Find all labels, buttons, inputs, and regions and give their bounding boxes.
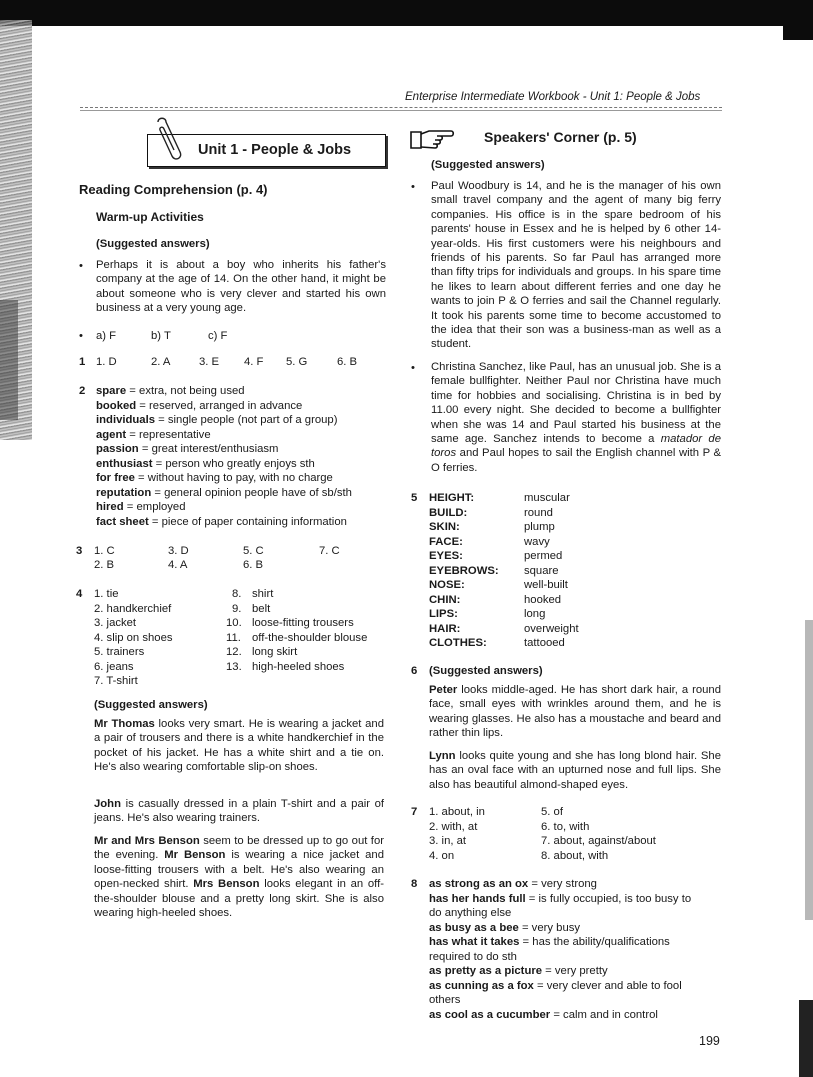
ex5-label: SKIN: bbox=[429, 521, 460, 533]
ex4-item: 4. slip on shoes bbox=[94, 631, 173, 644]
vocab-line: agent = representative bbox=[96, 428, 211, 441]
reading-comprehension-heading: Reading Comprehension (p. 4) bbox=[79, 182, 268, 197]
ex5-label: CLOTHES: bbox=[429, 637, 487, 649]
christina-paragraph: Christina Sanchez, like Paul, has an unusual job. She is a female bullfighter. Neither Paul nor Christina have much time for hobbies and socialising. Christina is in bed by 11.00 every night. She decided to become a bullfighter when she was 14 and Paul started his business at the same age. Sanchez intends to become a matador de toros and Paul hopes to sail the English channel with P & O ferries. bbox=[431, 361, 721, 474]
ex4-item: 5. trainers bbox=[94, 646, 145, 658]
exercise-number: 3 bbox=[76, 545, 83, 557]
tf-answer: a) F bbox=[96, 330, 117, 342]
ex5-value: square bbox=[524, 564, 559, 577]
vocab-line: booked = reserved, arranged in advance bbox=[96, 399, 303, 412]
ex5-value: muscular bbox=[524, 492, 570, 504]
idiom-line: do anything else bbox=[429, 907, 512, 919]
ex5-value: plump bbox=[524, 521, 555, 533]
ex1-answer: 6. B bbox=[337, 356, 358, 368]
ex1-answer: 3. E bbox=[199, 356, 220, 368]
ex5-label: LIPS: bbox=[429, 608, 458, 620]
ex7-answer: 3. in, at bbox=[429, 835, 467, 847]
exercise-number: 6 bbox=[411, 665, 418, 677]
suggested-answers-label: (Suggested answers) bbox=[431, 159, 545, 171]
speakers-corner-heading: Speakers' Corner (p. 5) bbox=[484, 129, 637, 145]
scan-top-edge bbox=[0, 0, 813, 26]
ex3-answer: 2. B bbox=[94, 559, 115, 571]
ex3-answer: 3. D bbox=[168, 545, 189, 557]
unit-title: Unit 1 - People & Jobs bbox=[198, 142, 352, 158]
ex5-value: wavy bbox=[524, 535, 550, 548]
ex7-answer: 2. with, at bbox=[429, 820, 478, 833]
ex7-answer: 5. of bbox=[541, 806, 563, 818]
ex4-num: 10. bbox=[226, 617, 242, 629]
vocab-line: fact sheet = piece of paper containing information bbox=[96, 515, 347, 528]
ex5-value: hooked bbox=[524, 593, 562, 606]
suggested-answers-label: (Suggested answers) bbox=[94, 699, 208, 711]
ex5-label: EYEBROWS: bbox=[429, 564, 499, 577]
bullet-dot: • bbox=[79, 260, 83, 272]
ex4-item: 1. tie bbox=[94, 588, 119, 600]
bullet-dot: • bbox=[411, 362, 415, 374]
exercise-number: 4 bbox=[76, 588, 83, 600]
vocab-line: for free = without having to pay, with no charge bbox=[96, 472, 333, 484]
bensons-description: Mr and Mrs Benson seem to be dressed up to go out for the evening. Mr Benson is wearing a nice jacket and loose-fitting trousers with a belt. He's also wearing an open-necked shirt. Mrs Benson looks elegant in an off-the-shoulder blouse and a pretty long skirt. She is also wearing high-heeled shoes. bbox=[94, 835, 384, 920]
running-head: Enterprise Intermediate Workbook - Unit 1: People & Jobs bbox=[405, 91, 701, 103]
ex5-value: round bbox=[524, 506, 553, 519]
exercise-number: 5 bbox=[411, 492, 418, 504]
paul-paragraph: Paul Woodbury is 14, and he is the manager of his own small travel company and the agent of many big ferry companies. His office is in the spare bedroom of his parents' house in Essex and he is helped by 6 other 14-year-olds. His first customers were his neighbours and friends of his parents. So far Paul has arranged more than fifty trips for individuals and groups. In his spare time he likes to learn about different ferries and one day he wants to join P & O ferries and sail the Channel regularly. It took his parents some time to become accustomed to the idea that their son was a business-man as well as a student. bbox=[431, 180, 721, 351]
idiom-line: others bbox=[429, 994, 461, 1006]
bullet-dot: • bbox=[79, 330, 83, 342]
ex4-item: loose-fitting trousers bbox=[252, 617, 354, 629]
ex4-item: 3. jacket bbox=[94, 617, 137, 629]
bullet-dot: • bbox=[411, 181, 415, 193]
idiom-line: as cunning as a fox = very clever and able to fool bbox=[429, 979, 682, 992]
suggested-answers-label: (Suggested answers) bbox=[96, 238, 210, 250]
idiom-line: as busy as a bee = very busy bbox=[429, 921, 581, 934]
vocab-line: hired = employed bbox=[96, 501, 186, 513]
ex7-answer: 7. about, against/about bbox=[541, 835, 656, 847]
exercise-number: 1 bbox=[79, 356, 86, 368]
ex4-item: shirt bbox=[252, 588, 274, 600]
ex5-label: BUILD: bbox=[429, 506, 468, 519]
header-rule-solid bbox=[80, 110, 722, 111]
scan-right-edge bbox=[805, 620, 813, 920]
ex4-item: 2. handkerchief bbox=[94, 602, 172, 615]
idiom-line: as cool as a cucumber = calm and in control bbox=[429, 1008, 658, 1021]
idiom-line: required to do sth bbox=[429, 950, 517, 963]
ex1-answer: 1. D bbox=[96, 356, 117, 368]
ex1-answer: 4. F bbox=[244, 356, 264, 368]
vocab-line: enthusiast = person who greatly enjoys sth bbox=[96, 457, 315, 470]
idiom-line: as strong as an ox = very strong bbox=[429, 878, 597, 890]
lynn-description: Lynn looks quite young and she has long blond hair. She has an oval face with an upturned nose and full lips. She also has beautiful almond-shaped eyes. bbox=[429, 750, 721, 791]
vocab-line: passion = great interest/enthusiasm bbox=[96, 443, 279, 455]
tf-answer: c) F bbox=[208, 330, 228, 342]
idiom-line: as pretty as a picture = very pretty bbox=[429, 965, 608, 977]
page-number: 199 bbox=[699, 1034, 720, 1048]
exercise-number: 7 bbox=[411, 806, 418, 818]
tf-answer: b) T bbox=[151, 330, 171, 342]
ex5-value: overweight bbox=[524, 622, 579, 635]
ex3-answer: 1. C bbox=[94, 545, 115, 557]
ex7-answer: 4. on bbox=[429, 849, 455, 862]
mr-thomas-description: Mr Thomas looks very smart. He is wearing a jacket and a pair of trousers and there is a white handkerchief in the pocket of his jacket. He has a white shirt and a tie on. He's also wearing comfortable slip-on shoes. bbox=[94, 718, 384, 774]
ex4-num: 12. bbox=[226, 646, 242, 658]
ex7-answer: 8. about, with bbox=[541, 849, 609, 862]
paperclip-icon bbox=[150, 116, 194, 166]
ex1-answer: 2. A bbox=[151, 356, 171, 368]
pointing-hand-icon bbox=[409, 128, 455, 152]
exercise-number: 2 bbox=[79, 385, 86, 397]
ex3-answer: 6. B bbox=[243, 559, 264, 571]
ex4-item: long skirt bbox=[252, 646, 298, 658]
ex5-label: HAIR: bbox=[429, 622, 461, 635]
ex1-answer: 5. G bbox=[286, 356, 308, 368]
ex4-num: 9. bbox=[232, 602, 242, 615]
ex4-item: high-heeled shoes bbox=[252, 660, 345, 673]
warmup-heading: Warm-up Activities bbox=[96, 210, 204, 224]
ex5-label: HEIGHT: bbox=[429, 492, 475, 504]
header-rule bbox=[80, 107, 722, 108]
john-description: John is casually dressed in a plain T-shirt and a pair of jeans. He's also wearing trainers. bbox=[94, 798, 384, 825]
scan-right-corner bbox=[799, 1000, 813, 1077]
ex4-item: 7. T-shirt bbox=[94, 675, 138, 687]
ex3-answer: 7. C bbox=[319, 545, 340, 557]
idiom-line: has what it takes = has the ability/qualifications bbox=[429, 936, 670, 948]
ex3-answer: 5. C bbox=[243, 545, 264, 557]
ex4-item: 6. jeans bbox=[94, 660, 134, 673]
vocab-line: individuals = single people (not part of a group) bbox=[96, 414, 338, 426]
ex3-answer: 4. A bbox=[168, 559, 188, 571]
vocab-line: spare = extra, not being used bbox=[96, 385, 245, 397]
ex4-num: 8. bbox=[232, 588, 242, 600]
suggested-answers-label: (Suggested answers) bbox=[429, 665, 543, 677]
scan-left-shadow bbox=[0, 300, 18, 420]
ex5-value: well-built bbox=[524, 579, 568, 591]
idiom-line: has her hands full = is fully occupied, is too busy to bbox=[429, 892, 692, 905]
ex5-label: EYES: bbox=[429, 550, 463, 562]
ex5-value: permed bbox=[524, 550, 563, 562]
ex5-label: CHIN: bbox=[429, 593, 461, 606]
vocab-line: reputation = general opinion people have of sb/sth bbox=[96, 486, 352, 499]
ex5-value: long bbox=[524, 608, 546, 620]
exercise-number: 8 bbox=[411, 878, 418, 890]
ex4-num: 11. bbox=[226, 631, 241, 644]
peter-description: Peter looks middle-aged. He has short dark hair, a round face, small eyes with wrinkles around them, and he is wearing glasses. He also has a moustache and beard and rather thin lips. bbox=[429, 684, 721, 740]
ex5-label: FACE: bbox=[429, 535, 463, 548]
ex4-num: 13. bbox=[226, 660, 242, 673]
ex7-answer: 1. about, in bbox=[429, 806, 485, 818]
ex4-item: belt bbox=[252, 602, 271, 615]
ex5-label: NOSE: bbox=[429, 579, 465, 591]
warmup-answer-text: Perhaps it is about a boy who inherits his father's company at the age of 14. On the other hand, it might be about someone who is very clever and started his own business at a very young age. bbox=[96, 259, 386, 315]
ex7-answer: 6. to, with bbox=[541, 820, 590, 833]
ex5-value: tattooed bbox=[524, 637, 565, 649]
ex4-item: off-the-shoulder blouse bbox=[252, 631, 368, 644]
